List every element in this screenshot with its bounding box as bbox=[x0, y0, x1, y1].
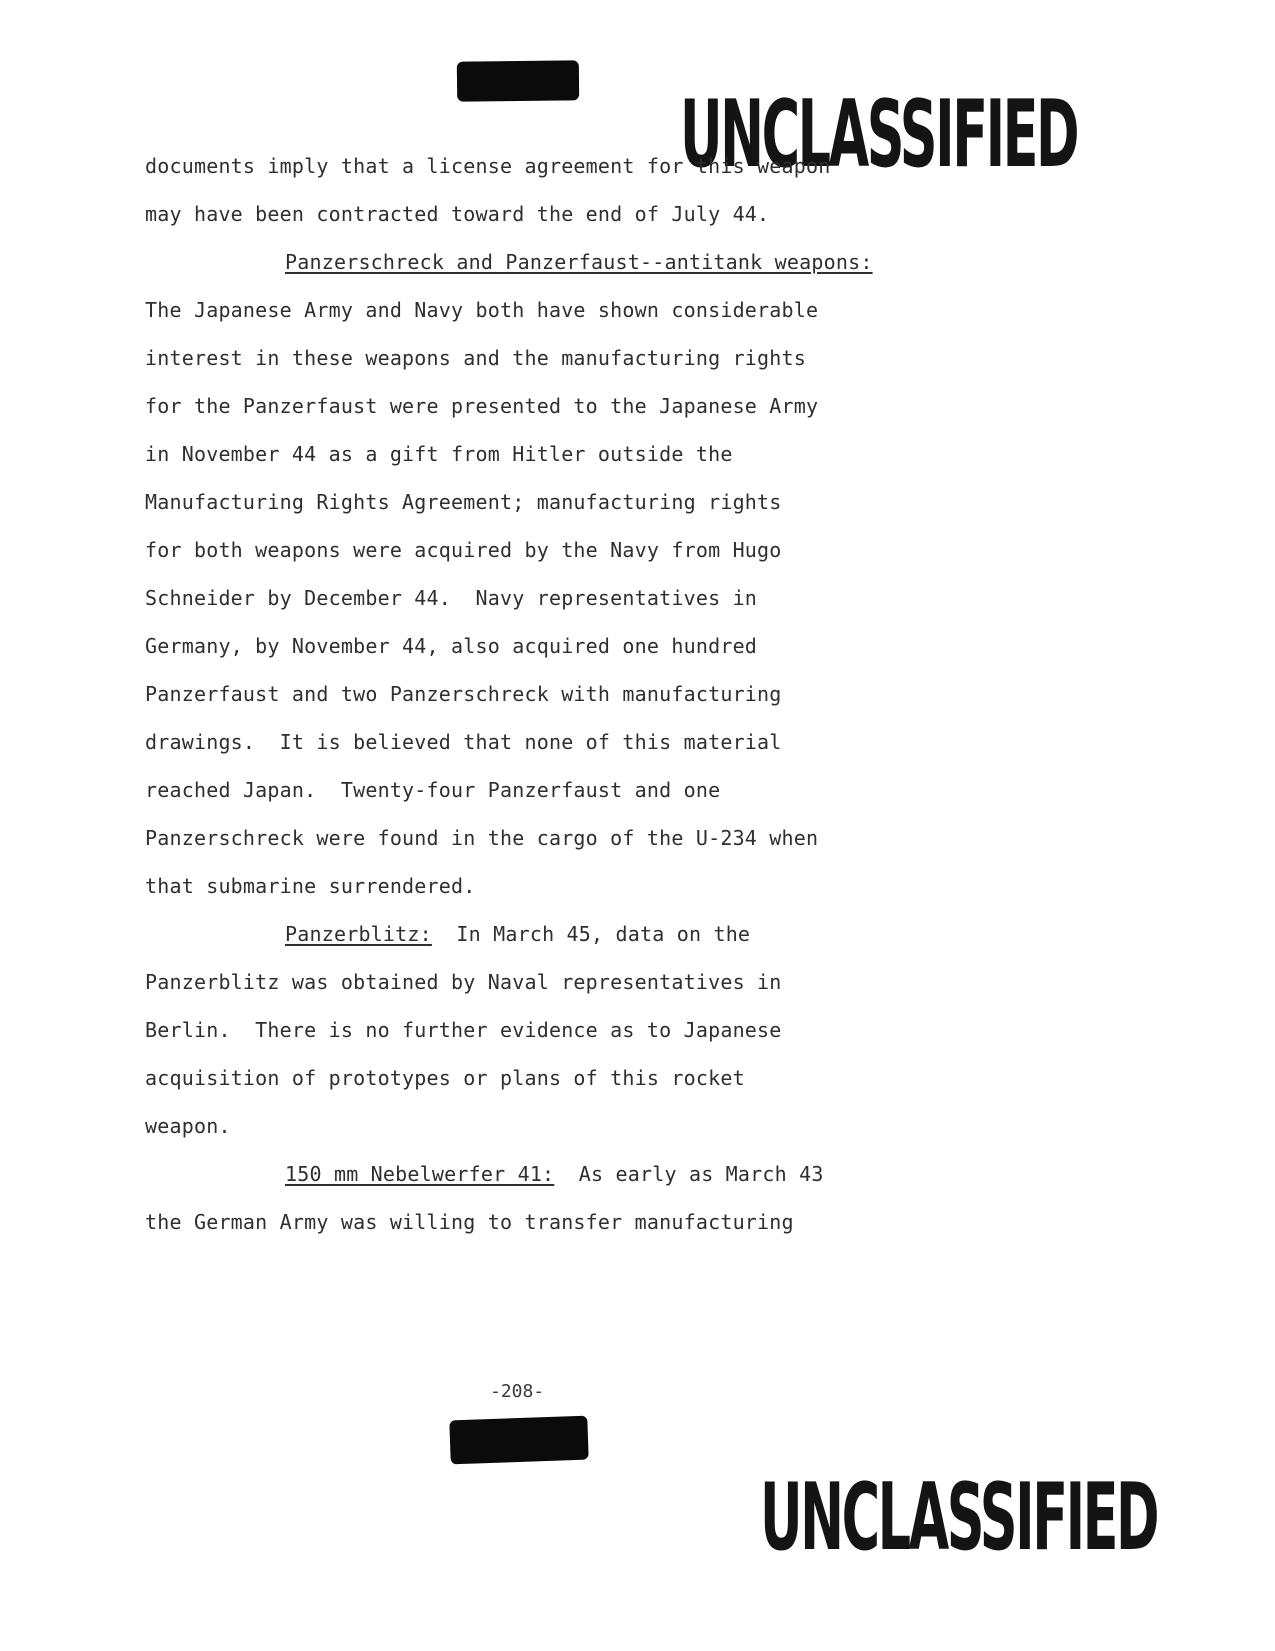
text-line: The Japanese Army and Navy both have shown considerable bbox=[145, 298, 819, 322]
text-line: drawings. It is believed that none of this material bbox=[145, 730, 782, 754]
text-line: Panzerblitz was obtained by Naval representatives in bbox=[145, 970, 782, 994]
text-line: in November 44 as a gift from Hitler outside the bbox=[145, 442, 733, 466]
unclassified-stamp-bottom: UNCLASSIFIED bbox=[760, 1465, 1158, 1573]
text-line: Panzerfaust and two Panzerschreck with manufacturing bbox=[145, 682, 782, 706]
text-line: Berlin. There is no further evidence as to Japanese bbox=[145, 1018, 782, 1042]
text-line: that submarine surrendered. bbox=[145, 874, 476, 898]
text-line: Germany, by November 44, also acquired one hundred bbox=[145, 634, 758, 658]
section-heading-panzerblitz: Panzerblitz: bbox=[285, 922, 432, 946]
text-line: Panzerschreck were found in the cargo of the U-234 when bbox=[145, 826, 819, 850]
unclassified-stamp-top: UNCLASSIFIED bbox=[680, 82, 1078, 190]
text-line: interest in these weapons and the manufacturing rights bbox=[145, 346, 807, 370]
redaction-bar-top bbox=[457, 60, 579, 101]
text-line: reached Japan. Twenty-four Panzerfaust and one bbox=[145, 778, 721, 802]
text-line: Schneider by December 44. Navy representatives in bbox=[145, 586, 758, 610]
text-line: acquisition of prototypes or plans of this rocket bbox=[145, 1066, 745, 1090]
text-line: for the Panzerfaust were presented to the Japanese Army bbox=[145, 394, 819, 418]
section-heading-nebelwerfer: 150 mm Nebelwerfer 41: bbox=[285, 1162, 555, 1186]
text-line: for both weapons were acquired by the Navy from Hugo bbox=[145, 538, 782, 562]
redaction-bar-bottom bbox=[449, 1416, 588, 1465]
text-line: weapon. bbox=[145, 1114, 231, 1138]
paragraph-line-panzerblitz bbox=[285, 922, 750, 946]
text-line: Manufacturing Rights Agreement; manufacturing rights bbox=[145, 490, 782, 514]
text-span: As early as March 43 bbox=[554, 1162, 824, 1186]
page-number: -208- bbox=[490, 1381, 545, 1402]
text-line: the German Army was willing to transfer manufacturing bbox=[145, 1210, 794, 1234]
text-span: In March 45, data on the bbox=[431, 922, 751, 946]
section-heading-panzerschreck: Panzerschreck and Panzerfaust--antitank weapons: bbox=[285, 250, 873, 274]
text-line: documents imply that a license agreement for this weapon bbox=[145, 154, 831, 178]
text-line: may have been contracted toward the end of July 44. bbox=[145, 202, 770, 226]
paragraph-line-nebelwerfer bbox=[285, 1162, 824, 1186]
